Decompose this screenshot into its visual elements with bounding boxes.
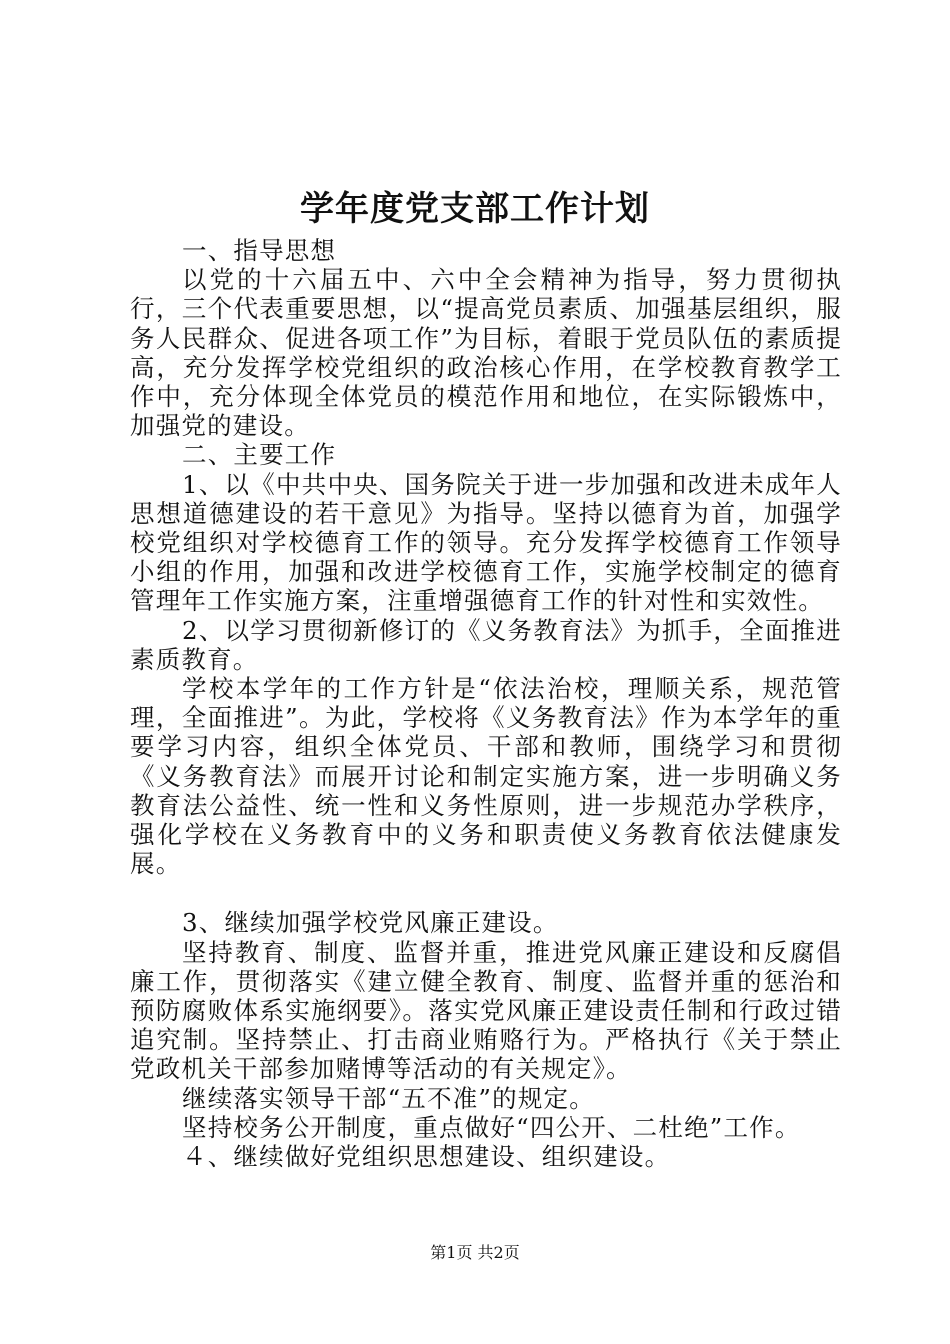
paragraph-item-2: 2、以学习贯彻新修订的《义务教育法》为抓手，全面推进素质教育。: [130, 615, 842, 674]
section-heading-guiding-ideology: 一、指导思想: [182, 236, 337, 265]
paragraph-spacer: [130, 878, 842, 908]
paragraph-item-3: 3、继续加强学校党风廉正建设。: [182, 908, 559, 938]
page-number-footer: 第1页 共2页: [430, 1243, 520, 1262]
paragraph-item-4: ４、继续做好党组织思想建设、组织建设。: [182, 1142, 671, 1172]
paragraph-five-prohibitions: 继续落实领导干部“五不准”的规定。: [182, 1083, 595, 1113]
paragraph-school-affairs: 坚持校务公开制度，重点做好“四公开、二杜绝”工作。: [182, 1112, 801, 1142]
paragraph-guiding-ideology: 以党的十六届五中、六中全会精神为指导，努力贯彻执行，三个代表重要思想，以“提高党员素质、加强基层组织，服务人民群众、促进各项工作”为目标，着眼于党员队伍的素质提高，充分发挥学校党组织的政治核心作用，在学校教育教学工作中，充分体现全体党员的模范作用和地位，在实际锻炼中，加强党的建设。: [130, 265, 842, 441]
paragraph-item-1: 1、以《中共中央、国务院关于进一步加强和改进未成年人思想道德建设的若干意见》为指导。坚持以德育为首，加强学校党组织对学校德育工作的领导。充分发挥学校德育工作领导小组的作用，加强和改进学校德育工作，实施学校制定的德育管理年工作实施方案，注重增强德育工作的针对性和实效性。: [130, 469, 842, 616]
document-body: [130, 236, 842, 1171]
paragraph-item-3-detail: 坚持教育、制度、监督并重，推进党风廉正建设和反腐倡廉工作，贯彻落实《建立健全教育、制度、监督并重的惩治和预防腐败体系实施纲要》。落实党风廉正建设责任制和行政过错追究制。坚持禁止、打击商业贿赂行为。严格执行《关于禁止党政机关干部参加赌博等活动的有关规定》。: [130, 937, 842, 1084]
section-heading-main-work: 二、主要工作: [182, 440, 337, 470]
paragraph-item-2-detail: 学校本学年的工作方针是“依法治校，理顺关系，规范管理，全面推进”。为此，学校将《义务教育法》作为本学年的重要学习内容，组织全体党员、干部和教师，围绕学习和贯彻《义务教育法》而展开讨论和制定实施方案，进一步明确义务教育法公益性、统一性和义务性原则，进一步规范办学秩序，强化学校在义务教育中的义务和职责使义务教育依法健康发展。: [130, 674, 842, 879]
document-title: 学年度党支部工作计划: [300, 189, 650, 229]
